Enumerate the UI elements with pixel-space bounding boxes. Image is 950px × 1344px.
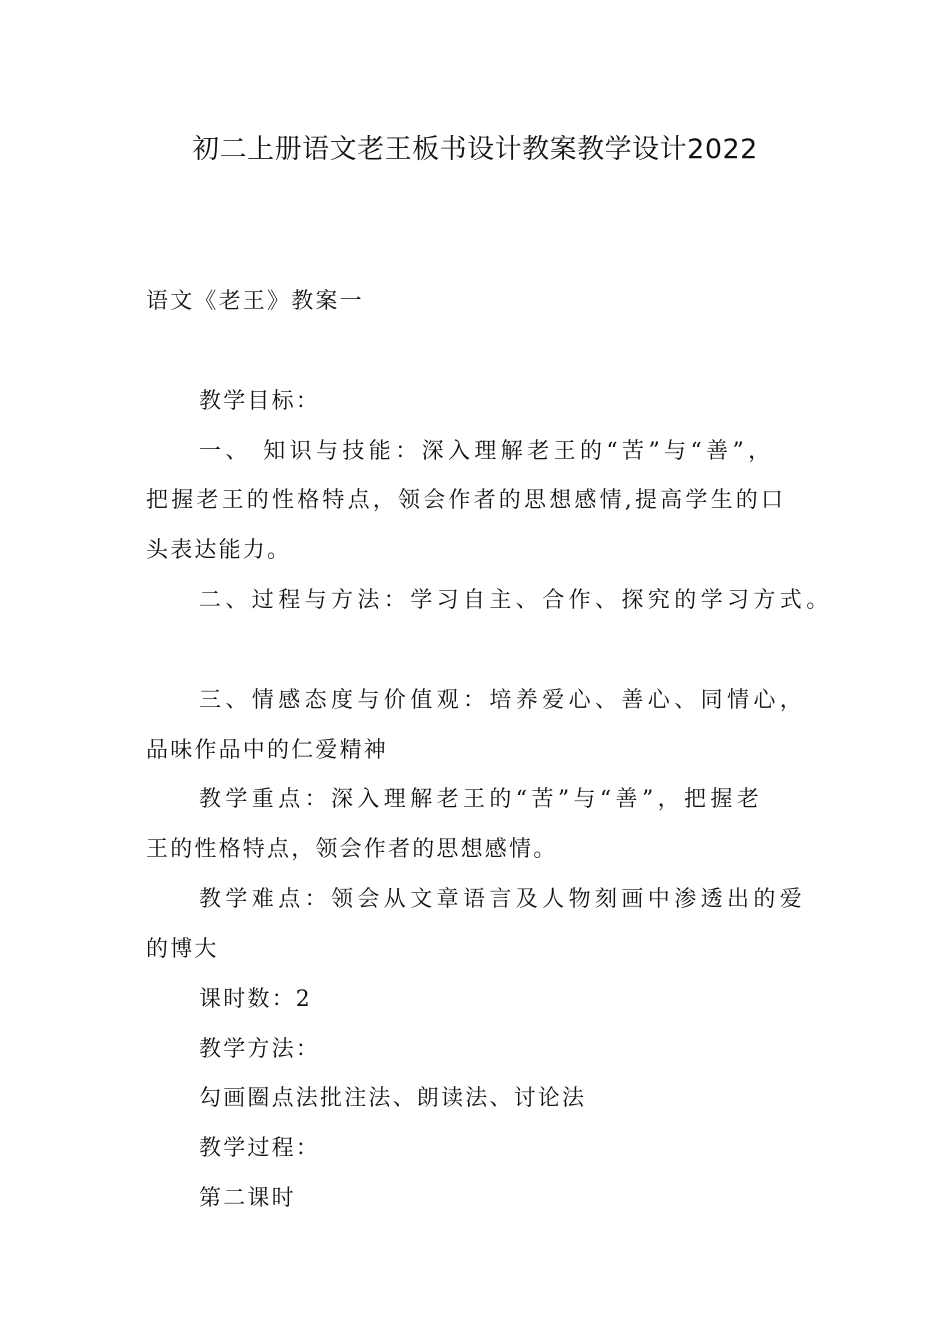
- paragraph-line: 的博大: [146, 937, 219, 962]
- section-heading: 语文《老王》教案一: [146, 289, 364, 314]
- paragraph-line: 课时数：2: [199, 987, 312, 1012]
- paragraph-line: 一、 知识与技能：深入理解老王的“苦”与“善”，: [199, 439, 775, 464]
- paragraph-line: 品味作品中的仁爱精神: [146, 738, 389, 763]
- paragraph-line: 教学难点：领会从文章语言及人物刻画中渗透出的爱: [199, 887, 807, 912]
- paragraph-line: 三、情感态度与价值观：培养爱心、善心、同情心，: [199, 688, 807, 713]
- paragraph-line: 教学方法：: [199, 1037, 321, 1062]
- paragraph-line: 第二课时: [199, 1186, 296, 1211]
- paragraph-line: 头表达能力。: [146, 538, 292, 563]
- paragraph-line: 把握老王的性格特点，领会作者的思想感情,提高学生的口: [146, 488, 787, 513]
- paragraph-line: 教学重点：深入理解老王的“苦”与“善”，把握老: [199, 787, 764, 812]
- paragraph-line: 教学过程：: [199, 1136, 321, 1161]
- document-title: 初二上册语文老王板书设计教案教学设计2022: [192, 134, 758, 165]
- paragraph-line: 二、过程与方法：学习自主、合作、探究的学习方式。: [199, 588, 833, 613]
- paragraph-line: 教学目标：: [199, 389, 321, 414]
- paragraph-line: 勾画圈点法批注法、朗读法、讨论法: [199, 1086, 587, 1111]
- paragraph-line: 王的性格特点，领会作者的思想感情。: [146, 837, 558, 862]
